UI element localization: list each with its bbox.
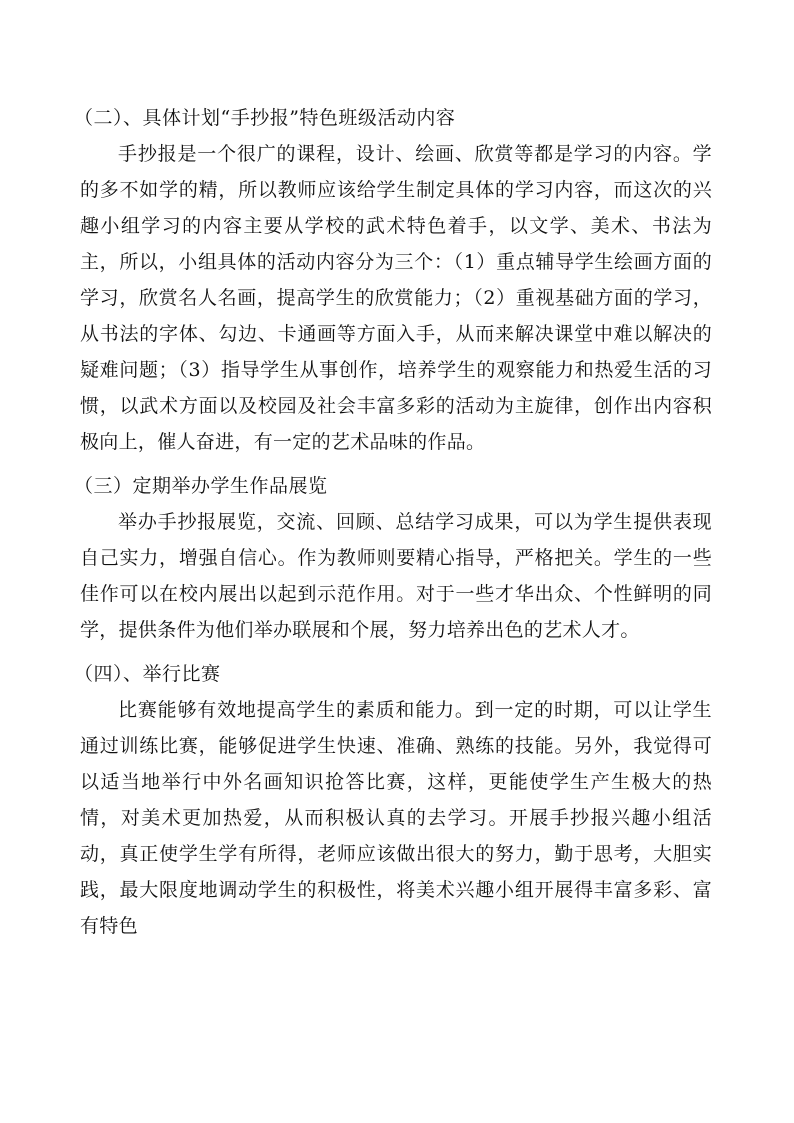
section-heading: （三）定期举办学生作品展览 [74,475,328,497]
document-body [74,100,712,952]
section-paragraph: 举办手抄报展览，交流、回顾、总结学习成果，可以为学生提供表现自己实力，增强自信心。作为教师则要精心指导，严格把关。学生的一些佳作可以在校内展出以起到示范作用。对于一些才华出众、个性鲜明的同学，提供条件为他们举办联展和个展，努力培养出色的艺术人才。 [80,511,712,641]
section-paragraph: 手抄报是一个很广的课程，设计、绘画、欣赏等都是学习的内容。学的多不如学的精，所以教师应该给学生制定具体的学习内容，而这次的兴趣小组学习的内容主要从学校的武术特色着手，以文学、美术、书法为主，所以，小组具体的活动内容分为三个：（1）重点辅导学生绘画方面的学习，欣赏名人名画，提高学生的欣赏能力；（2）重视基础方面的学习，从书法的字体、勾边、卡通画等方面入手，从而来解决课堂中难以解决的疑难问题；（3）指导学生从事创作，培养学生的观察能力和热爱生活的习惯，以武术方面以及校园及社会丰富多彩的活动为主旋律，创作出内容积极向上，催人奋进，有一定的艺术品味的作品。 [80,143,712,453]
section-plan-content [74,100,712,460]
section-heading: （四）、举行比赛 [74,663,221,685]
section-paragraph: 比赛能够有效地提高学生的素质和能力。到一定的时期，可以让学生通过训练比赛，能够促进学生快速、准确、熟练的技能。另外，我觉得可以适当地举行中外名画知识抢答比赛，这样，更能使学生产生极大的热情，对美术更加热爱，从而积极认真的去学习。开展手抄报兴趣小组活动，真正使学生学有所得，老师应该做出很大的努力，勤于思考，大胆实践，最大限度地调动学生的积极性，将美术兴趣小组开展得丰富多彩、富有特色 [80,699,712,937]
section-exhibition [74,468,712,648]
section-competition [74,656,712,944]
section-heading: （二）、具体计划“手抄报”特色班级活动内容 [74,107,456,129]
